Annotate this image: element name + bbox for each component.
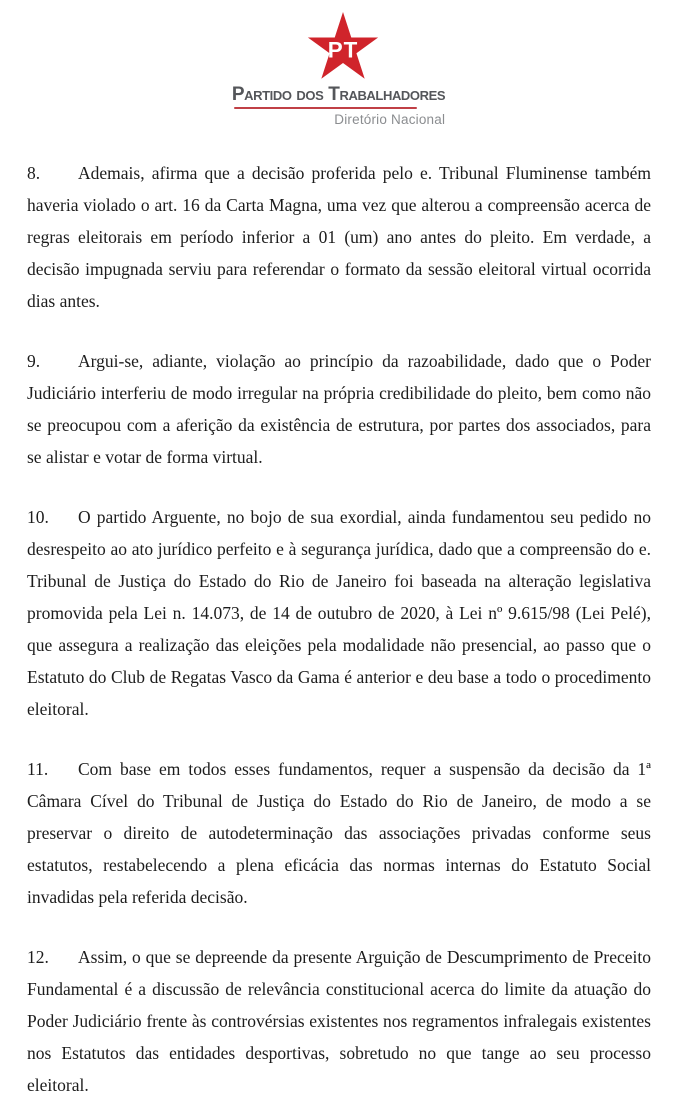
paragraph-text: Argui-se, adiante, violação ao princípio da razoabilidade, dado que o Poder Judiciário interferiu de modo irregular na própria credibilidade do pleito, bem como não se preocupou com a aferição da existência de estrutura, por partes dos associados, para se alistar e votar de forma virtual.	[27, 350, 651, 467]
pt-star-icon	[300, 10, 386, 82]
paragraph-text: Assim, o que se depreende da presente Arguição de Descumprimento de Preceito Fundamental é a discussão de relevância constitucional acerca do limite da atuação do Poder Judiciário frente às controvérsias existentes nos regramentos infralegais existentes nos Estatutos das entidades desportivas, sobretudo no que tange ao seu processo eleitoral.	[27, 946, 651, 1095]
paragraph-10	[27, 501, 651, 725]
paragraph-text: O partido Arguente, no bojo de sua exordial, ainda fundamentou seu pedido no desrespeito ao ato jurídico perfeito e à segurança jurídica, dado que a compreensão do e. Tribunal de Justiça do Estado do Rio de Janeiro foi baseada na alteração legislativa promovida pela Lei n. 14.073, de 14 de outubro de 2020, à Lei nº 9.615/98 (Lei Pelé), que assegura a realização das eleições pela modalidade não presencial, ao passo que o Estatuto do Club de Regatas Vasco da Gama é anterior e deu base a todo o procedimento eleitoral.	[27, 506, 651, 719]
red-rule-divider	[234, 107, 417, 109]
pt-logo	[300, 10, 386, 82]
paragraph-8	[27, 157, 651, 317]
letterhead	[232, 10, 445, 127]
paragraph-number: 10.	[27, 506, 49, 527]
document-body	[27, 157, 651, 1101]
division-label: Diretório Nacional	[334, 111, 446, 127]
wordmark-block	[232, 85, 445, 127]
paragraph-9	[27, 345, 651, 473]
paragraph-11	[27, 753, 651, 913]
pt-logo-letters: PT	[327, 37, 358, 63]
paragraph-number: 8.	[27, 162, 41, 183]
paragraph-12	[27, 941, 651, 1101]
paragraph-text: Ademais, afirma que a decisão proferida pelo e. Tribunal Fluminense também haveria violado o art. 16 da Carta Magna, uma vez que alterou a compreensão acerca de regras eleitorais em período inferior a 01 (um) ano antes do pleito. Em verdade, a decisão impugnada serviu para referendar o formato da sessão eleitoral virtual ocorrida dias antes.	[27, 162, 651, 311]
paragraph-number: 11.	[27, 758, 49, 779]
paragraph-text: Com base em todos esses fundamentos, requer a suspensão da decisão da 1ª Câmara Cível do Tribunal de Justiça do Estado do Rio de Janeiro, de modo a se preservar o direito de autodeterminação das associações privadas conforme seus estatutos, restabelecendo a plena eficácia das normas internas do Estatuto Social invadidas pela referida decisão.	[27, 758, 651, 907]
org-name: Partido dos Trabalhadores	[231, 84, 446, 105]
paragraph-number: 12.	[27, 946, 49, 967]
paragraph-number: 9.	[27, 350, 41, 371]
